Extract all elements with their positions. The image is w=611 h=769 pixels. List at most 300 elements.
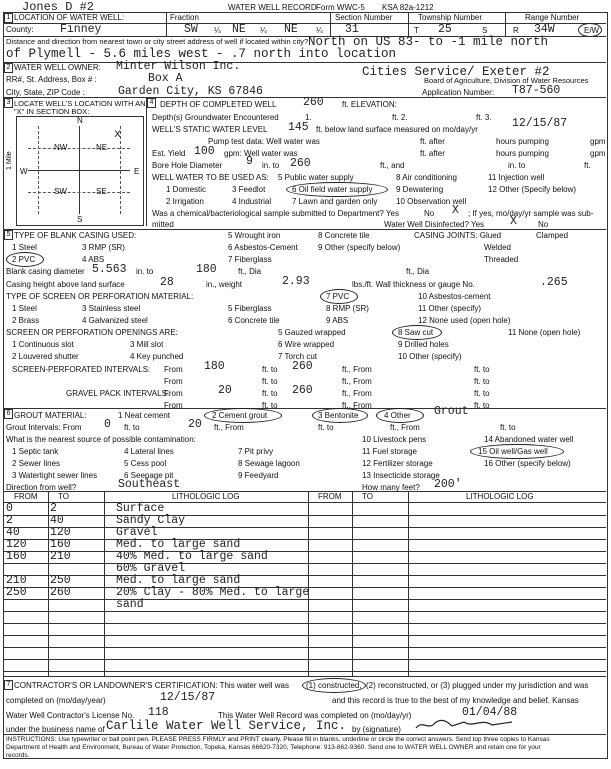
form-number: Form WWC-5	[316, 3, 365, 12]
ft-and: ft., and	[380, 161, 405, 170]
contam-option: 5 Cess pool	[124, 459, 167, 468]
table-row-rule	[3, 623, 606, 624]
contam-option: 7 Pit privy	[238, 447, 274, 456]
instructions-2: Department of Health and Environment, Bureau of Water Protection, Topeka, Kansas 66620-7320, Telephone: 913-862-9360. Send one to WATER WELL OWNER and retain one for your	[6, 744, 541, 751]
instructions-3: records.	[6, 752, 30, 759]
lbs-label: lbs./ft. Wall thickness or gauge No.	[352, 280, 475, 289]
yield-value: 100	[194, 145, 215, 158]
contamination-question: What is the nearest source of possible contamination:	[6, 435, 196, 444]
grout-circle	[204, 408, 282, 423]
from-label: From	[164, 401, 183, 410]
log-cell-to: 160	[50, 538, 71, 551]
table-row-rule	[3, 671, 606, 672]
bore-label: Bore Hole Diameter	[152, 161, 223, 170]
in-to: in. to	[262, 161, 280, 170]
gpm-well: gpm: Well water was	[224, 149, 298, 158]
map-label: LOCATE WELL'S LOCATION WITH AN "X" IN SECTION BOX:	[14, 99, 146, 117]
use-option: 3 Feedlot	[232, 185, 266, 194]
cert-record-date: 01/04/88	[462, 706, 518, 719]
city-label: City, State, ZIP Code :	[6, 88, 85, 97]
application-number: T87-560	[512, 84, 561, 97]
gravel-to: 260	[292, 384, 313, 397]
owner-label: WATER WELL OWNER:	[14, 63, 101, 72]
ne-label: NE	[96, 143, 108, 152]
board-name: Board of Agriculture, Division of Water Resources	[424, 76, 589, 85]
log-cell-to: 120	[50, 526, 71, 539]
ft-to: ft. to	[262, 365, 278, 374]
county-label: County:	[6, 25, 34, 34]
section-3-number: 3	[4, 98, 13, 108]
sw-label: SW	[54, 187, 67, 196]
ft-to: ft. to	[318, 423, 334, 432]
ft-to: ft. to	[474, 365, 490, 374]
table-row-rule	[3, 575, 606, 576]
form-title: WATER WELL RECORD	[228, 3, 317, 12]
screen-option-selected: 7 PVC	[326, 292, 350, 301]
log-cell-to: 250	[50, 574, 71, 587]
distance-line-2: of Plymell - 5.6 miles west - .7 north into location	[6, 47, 397, 61]
casing-joints: CASING JOINTS: Glued	[414, 231, 502, 240]
use-option: 1 Domestic	[166, 185, 207, 194]
screen-option: 12 None used (open hole)	[418, 316, 511, 325]
cert-by: by (signature)	[352, 725, 401, 734]
grout-circle	[376, 408, 424, 423]
ft-to: ft. to	[262, 389, 278, 398]
ft-from: ft., From	[342, 365, 372, 374]
quarter-mark: ¼	[316, 26, 323, 35]
ft-dia: ft., Dia	[406, 267, 430, 276]
cert-business: Carlile Water Well Service, Inc.	[106, 719, 347, 733]
in-to: in. to	[508, 161, 526, 170]
section-2-number: 2	[4, 63, 13, 73]
screen-circle	[320, 289, 358, 304]
grout-other-value: Grout	[434, 405, 469, 418]
map-grid	[38, 126, 39, 214]
casing-clamped: Clamped	[536, 231, 569, 240]
casing-label: TYPE OF BLANK CASING USED:	[14, 231, 137, 240]
rule	[3, 229, 606, 230]
log-header-to: TO	[58, 492, 69, 501]
pump-test-label: Pump test data: Well water was	[208, 137, 320, 146]
openings-option: 5 Gauzed wrapped	[278, 328, 346, 337]
height-value: 28	[160, 276, 174, 289]
bore-to: 260	[290, 157, 311, 170]
from-label: From	[164, 377, 183, 386]
cert-completed-date: 12/15/87	[160, 691, 216, 704]
mile-label: 1 Mile	[6, 151, 13, 170]
quarter-2: NE	[232, 23, 246, 36]
section-6-number: 6	[4, 409, 13, 419]
casing-option: 1 Steel	[12, 243, 37, 252]
log-cell-to: 40	[50, 514, 64, 527]
signature-scribble	[412, 716, 522, 732]
quarter-mark: ¼	[214, 26, 221, 35]
location-label: LOCATION OF WATER WELL:	[14, 13, 125, 22]
log-cell-from: 40	[6, 526, 20, 539]
openings-option: 9 Drilled holes	[398, 340, 449, 349]
static-value: 145	[288, 121, 309, 134]
gravel-from: 20	[218, 384, 232, 397]
contam-option: 11 Fuel storage	[362, 447, 417, 456]
from-label: From	[164, 365, 183, 374]
log-header-log-2: LITHOLOGIC LOG	[466, 492, 534, 501]
in-weight: in., weight	[206, 280, 243, 289]
handwritten-title: Jones D #2	[22, 0, 95, 14]
table-row-rule	[3, 563, 606, 564]
contam-option: 16 Other (specify below)	[484, 459, 571, 468]
divider	[330, 12, 331, 36]
table-col	[408, 491, 409, 676]
contam-option: 6 Seepage pit	[124, 471, 174, 480]
log-cell-desc: 40% Med. to large sand	[116, 550, 268, 563]
feet-value: 200'	[434, 478, 462, 491]
contam-option: 13 Insecticide storage	[362, 471, 440, 480]
cert-circle	[302, 678, 366, 693]
log-cell-desc: Surface	[116, 502, 165, 515]
township-label: Township Number	[418, 13, 483, 22]
rule	[3, 676, 606, 677]
contam-option: 2 Sewer lines	[12, 459, 61, 468]
grout-option-selected: 2 Cement grout	[212, 411, 268, 420]
quarter-3: NE	[284, 23, 298, 36]
table-row-rule	[3, 527, 606, 528]
log-cell-from: 160	[6, 550, 27, 563]
ft-from: ft., From	[342, 401, 372, 410]
diam-to: 180	[196, 263, 217, 276]
t-label: T	[414, 26, 419, 35]
contam-option: 14 Abandoned water well	[484, 435, 574, 444]
cert-line-2b: and this record is true to the best of my knowledge and belief. Kansas	[332, 696, 579, 705]
table-col	[352, 491, 353, 676]
north-label: N	[77, 116, 83, 125]
log-header-from-2: FROM	[318, 492, 342, 501]
r-label: R	[513, 26, 519, 35]
casing-option: 4 ABS	[82, 255, 105, 264]
gpm: gpm	[590, 137, 606, 146]
cert-line-1: CONTRACTOR'S OR LANDOWNER'S CERTIFICATION: This water well was	[14, 681, 289, 690]
gw-3: ft. 3.	[476, 113, 492, 122]
screen-label: TYPE OF SCREEN OR PERFORATION MATERIAL:	[6, 292, 194, 301]
disinfected-label: Water Well Disinfected? Yes	[384, 220, 485, 229]
divider	[146, 97, 147, 226]
contam-option: 4 Lateral lines	[124, 447, 174, 456]
from-label: From	[164, 389, 183, 398]
openings-option: 10 Other (specify)	[398, 352, 462, 361]
table-col	[48, 491, 49, 676]
sample-tail: ; If yes, mo/day/yr sample was sub-	[468, 209, 594, 218]
log-header-to-2: TO	[362, 492, 373, 501]
yield-label: Est. Yield	[152, 149, 186, 158]
address-label: RR#, St. Address, Box # :	[6, 75, 97, 84]
owner-address: Box A	[148, 72, 183, 85]
casing-option: 6 Asbestos-Cement	[228, 243, 298, 252]
township-value: 25	[438, 23, 452, 36]
use-option: 12 Other (Specify below)	[488, 185, 577, 194]
log-cell-desc: 60% Gravel	[116, 562, 186, 575]
owner-name: Minter Wilson Inc.	[116, 60, 241, 73]
openings-option: 2 Louvered shutter	[12, 352, 79, 361]
ft-from: ft., From	[342, 389, 372, 398]
section-5-number: 5	[4, 230, 13, 240]
openings-circle	[392, 325, 442, 340]
table-row-rule	[3, 551, 606, 552]
openings-option: 11 None (open hole)	[508, 328, 581, 337]
ft: ft.	[584, 161, 591, 170]
section-number-label: Section Number	[335, 13, 393, 22]
rule	[3, 408, 606, 409]
grout-label: GROUT MATERIAL:	[14, 411, 87, 420]
use-option: 2 Irrigation	[166, 197, 204, 206]
sample-mark: X	[452, 204, 459, 217]
log-cell-desc: sand	[116, 598, 144, 611]
use-circle	[286, 182, 388, 197]
disinfected-no: No	[538, 220, 549, 229]
distance-label: Distance and direction from nearest town or city street address of well if located within city?	[6, 37, 309, 46]
grout-from: 0	[104, 418, 111, 431]
section-box	[16, 116, 144, 226]
divider	[408, 12, 409, 36]
diam-value: 5.563	[92, 263, 127, 276]
screen-option: 4 Galvanized steel	[82, 316, 148, 325]
static-date: 12/15/87	[512, 117, 568, 130]
ew-circle	[578, 23, 602, 37]
map-center-h	[28, 170, 130, 171]
direction-label: Direction from well?	[6, 483, 77, 492]
log-cell-from: 250	[6, 586, 27, 599]
county-value: Finney	[60, 23, 102, 36]
cert-line-4: under the business name of	[6, 725, 105, 734]
ft-to: ft. to	[262, 377, 278, 386]
contam-option: 10 Livestock pens	[362, 435, 427, 444]
table-row-rule	[3, 599, 606, 600]
gw-2: ft. 2.	[392, 113, 408, 122]
use-option: 9 Dewatering	[396, 185, 444, 194]
range-value: 34W	[534, 23, 555, 36]
use-option: 11 Injection well	[488, 173, 545, 182]
openings-option: 7 Torch cut	[278, 352, 317, 361]
contam-option: 3 Watertight sewer lines	[12, 471, 98, 480]
use-label: WELL WATER TO BE USED AS:	[152, 173, 269, 182]
hours-pumping: hours pumping	[496, 137, 549, 146]
static-suffix: ft. below land surface measured on mo/day/yr	[316, 125, 478, 134]
range-label: Range Number	[525, 13, 580, 22]
gauge-value: .265	[540, 276, 568, 289]
log-cell-from: 120	[6, 538, 27, 551]
log-cell-desc: Sandy Clay	[116, 514, 186, 527]
fraction-label: Fraction	[170, 13, 199, 22]
use-option: 8 Air conditioning	[396, 173, 457, 182]
use-option-selected: 6 Oil field water supply	[292, 185, 373, 194]
howmany-label: How many feet?	[362, 483, 420, 492]
screen-option: 10 Asbestos-cement	[418, 292, 491, 301]
log-cell-to: 2	[50, 502, 57, 515]
contam-option: 1 Septic tank	[12, 447, 59, 456]
contam-option-selected: 15 Oil well/Gas well	[478, 447, 548, 456]
casing-circle	[6, 252, 44, 267]
contam-option: 12 Fertilizer storage	[362, 459, 433, 468]
well-location-mark: x	[114, 127, 122, 141]
cert-constructed: (1) constructed,	[306, 681, 362, 690]
rule	[3, 502, 606, 503]
contam-option: 9 Feedyard	[238, 471, 279, 480]
casing-option: 9 Other (specify below)	[318, 243, 401, 252]
map-grid	[28, 148, 130, 149]
ft-to: ft. to	[474, 401, 490, 410]
casing-option: 5 Wrought iron	[228, 231, 281, 240]
south-label: S	[77, 215, 83, 224]
ft-after: ft. after	[420, 149, 445, 158]
screen-option: 9 ABS	[326, 316, 349, 325]
casing-threaded: Threaded	[484, 255, 519, 264]
grout-option-selected: 3 Bentonite	[318, 411, 359, 420]
application-label: Application Number:	[422, 88, 495, 97]
in-to: in. to	[136, 267, 154, 276]
casing-option-selected: 2 PVC	[12, 255, 36, 264]
screen-option: 3 Stainless steel	[82, 304, 141, 313]
screen-option: 2 Brass	[12, 316, 40, 325]
grout-to: 20	[188, 418, 202, 431]
ft-from: ft., From	[390, 423, 420, 432]
screen-option: 8 RMP (SR)	[326, 304, 369, 313]
openings-option: 3 Mill slot	[130, 340, 164, 349]
mitted: mitted	[152, 220, 174, 229]
table-row-rule	[3, 647, 606, 648]
table-col	[104, 491, 105, 676]
ft-from: ft., From	[214, 423, 244, 432]
gw-1: 1.	[305, 113, 312, 122]
screen-option: 11 Other (specify)	[418, 304, 481, 313]
section-4-number: 4	[147, 98, 156, 108]
ft-to: ft. to	[474, 389, 490, 398]
gravel-label: GRAVEL PACK INTERVALS:	[66, 389, 170, 398]
grout-option: 1 Neat cement	[118, 411, 171, 420]
openings-label: SCREEN OR PERFORATION OPENINGS ARE:	[6, 328, 178, 337]
weight-value: 2.93	[282, 275, 310, 288]
quarter-1: SW	[184, 23, 198, 36]
rule	[3, 734, 606, 735]
cert-license: 118	[148, 706, 169, 719]
use-option: 4 Industrial	[232, 197, 272, 206]
casing-option: 3 RMP (SR)	[82, 243, 125, 252]
bore-value: 9	[246, 155, 253, 168]
east-label: E	[134, 167, 140, 176]
grout-circle	[312, 408, 368, 423]
log-cell-desc: 20% Clay - 80% Med. to large	[116, 586, 310, 599]
log-cell-desc: Med. to large sand	[116, 574, 241, 587]
table-row-rule	[3, 611, 606, 612]
casing-option: 7 Fiberglass	[228, 255, 272, 264]
se-label: SE	[96, 187, 107, 196]
diam-label: Blank casing diameter	[6, 267, 85, 276]
log-cell-from: 2	[6, 514, 13, 527]
divider	[505, 12, 506, 36]
use-option: 7 Lawn and garden only	[292, 197, 378, 206]
log-header-from: FROM	[14, 492, 38, 501]
table-row-rule	[3, 515, 606, 516]
elevation-label: ft. ELEVATION:	[342, 100, 397, 109]
cert-line-3b: This Water Well Record was completed on (mo/day/yr)	[218, 711, 412, 720]
instructions-1: INSTRUCTIONS: Use typewriter or ball point pen. PLEASE PRESS FIRMLY and PRINT clearly. Please fill in blanks, underline or circle the correct answers. Send top three copies to Kansas	[6, 736, 550, 743]
disinfected-mark: X	[510, 215, 517, 228]
casing-option: 8 Concrete tile	[318, 231, 370, 240]
casing-welded: Welded	[484, 243, 511, 252]
table-row-rule	[3, 539, 606, 540]
log-cell-desc: Med. to large sand	[116, 538, 241, 551]
divider	[166, 12, 167, 36]
log-header-log: LITHOLOGIC LOG	[172, 492, 240, 501]
screen-from: 180	[204, 360, 225, 373]
screen-option: 5 Fiberglass	[228, 304, 272, 313]
direction-value: Southeast	[118, 478, 181, 491]
contam-circle	[470, 444, 564, 459]
use-option: 10 Observation well	[396, 197, 467, 206]
distance-line-1: North on US 83- to -1 mile north	[308, 35, 549, 49]
ft-to: ft. to	[262, 401, 278, 410]
statute: KSA 82a-1212	[382, 3, 434, 12]
log-cell-from: 210	[6, 574, 27, 587]
ft-dia: ft., Dia	[238, 267, 262, 276]
sample-question: Was a chemical/bacteriological sample submitted to Department? Yes	[152, 209, 399, 218]
owner-city: Garden City, KS 67846	[118, 85, 263, 98]
log-cell-from: 0	[6, 502, 13, 515]
contam-option: 8 Sewage lagoon	[238, 459, 300, 468]
ew-label: E/W	[584, 26, 600, 35]
cert-line-1b: (2) reconstructed, or (3) plugged under my jurisdiction and was	[366, 681, 589, 690]
openings-option: 6 Wire wrapped	[278, 340, 335, 349]
height-label: Casing height above land surface	[6, 280, 125, 289]
s-label: S	[482, 26, 488, 35]
nw-label: NW	[54, 143, 68, 152]
ft-after: ft. after	[420, 137, 445, 146]
grout-intervals-label: Grout Intervals: From	[6, 423, 82, 432]
ft-from: ft., From	[342, 377, 372, 386]
section-7-number: 7	[4, 680, 13, 690]
section-value: 31	[345, 23, 359, 36]
screen-intervals-label: SCREEN-PERFORATED INTERVALS:	[12, 365, 151, 374]
static-label: WELL'S STATIC WATER LEVEL	[152, 125, 268, 134]
west-label: W	[20, 167, 28, 176]
table-col	[308, 491, 309, 676]
ft-to: ft. to	[474, 377, 490, 386]
ft-to: ft. to	[124, 423, 140, 432]
depth-value: 260	[303, 96, 324, 109]
openings-option: 1 Continuous slot	[12, 340, 74, 349]
grout-option-selected: 4 Other	[384, 411, 411, 420]
use-option: 5 Public water supply	[278, 173, 354, 182]
table-row-rule	[3, 659, 606, 660]
gpm: gpm	[590, 149, 606, 158]
cert-line-2: completed on (mo/day/year)	[6, 696, 106, 705]
log-cell-desc: Gravel	[116, 526, 158, 539]
sample-no: No	[424, 209, 435, 218]
lease-name: Cities Service/ Exeter #2	[362, 65, 550, 79]
screen-option: 1 Steel	[12, 304, 37, 313]
log-cell-to: 210	[50, 550, 71, 563]
screen-to: 260	[292, 360, 313, 373]
hours-pumping: hours pumping	[496, 149, 549, 158]
log-cell-to: 260	[50, 586, 71, 599]
quarter-mark: ¼	[260, 26, 267, 35]
ft-to: ft. to	[500, 423, 516, 432]
cert-line-3: Water Well Contractor's License No.	[6, 711, 135, 720]
openings-option: 4 Key punched	[130, 352, 184, 361]
depth-label: DEPTH OF COMPLETED WELL	[160, 100, 277, 109]
map-grid	[28, 192, 130, 193]
section-1-number: 1	[4, 13, 13, 23]
groundwater-label: Depth(s) Groundwater Encountered	[152, 113, 279, 122]
table-row-rule	[3, 635, 606, 636]
openings-option-selected: 8 Saw cut	[398, 328, 434, 337]
